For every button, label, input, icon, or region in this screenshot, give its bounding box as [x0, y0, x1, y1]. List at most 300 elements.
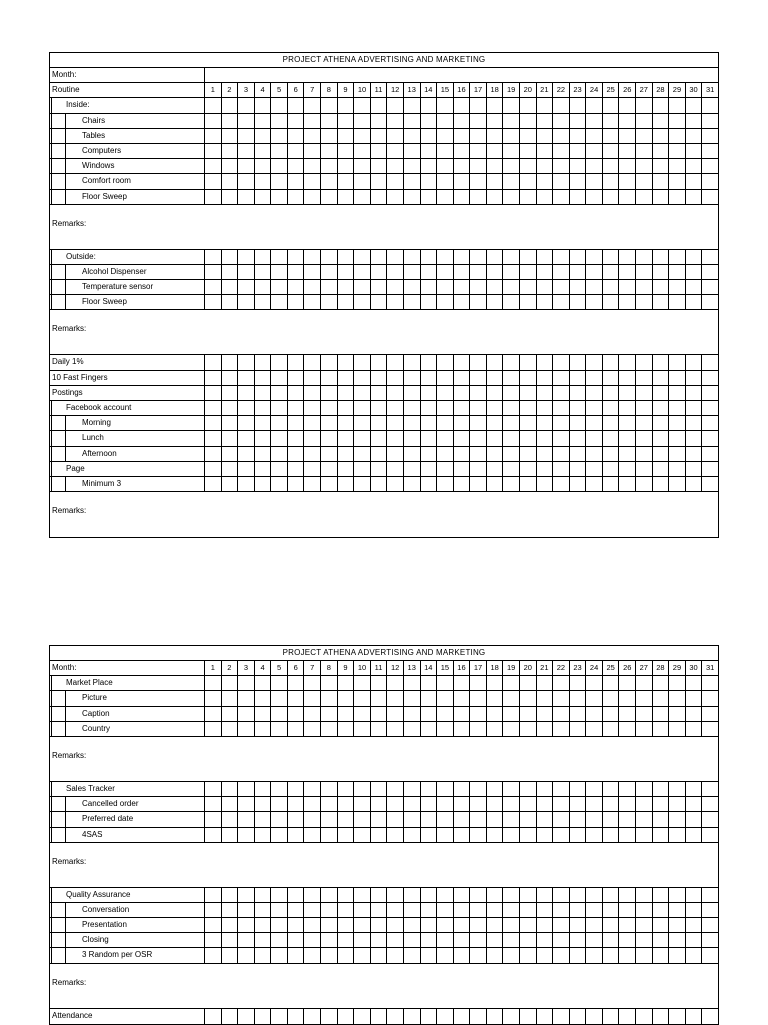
day-check-cell[interactable] — [205, 431, 222, 445]
day-check-cell[interactable] — [421, 948, 438, 962]
day-check-cell[interactable] — [686, 676, 703, 690]
day-check-cell[interactable] — [586, 477, 603, 491]
day-check-cell[interactable] — [271, 159, 288, 173]
day-check-cell[interactable] — [686, 888, 703, 902]
day-check-cell[interactable] — [271, 707, 288, 721]
day-check-cell[interactable] — [404, 98, 421, 112]
day-check-cell[interactable] — [702, 676, 718, 690]
day-check-cell[interactable] — [636, 691, 653, 705]
day-check-cell[interactable] — [387, 295, 404, 309]
day-check-cell[interactable] — [404, 462, 421, 476]
day-check-cell[interactable] — [238, 265, 255, 279]
day-check-cell[interactable] — [387, 250, 404, 264]
day-check-cell[interactable] — [338, 812, 355, 826]
day-check-cell[interactable] — [404, 295, 421, 309]
day-check-cell[interactable] — [321, 691, 338, 705]
day-check-cell[interactable] — [354, 933, 371, 947]
day-check-cell[interactable] — [553, 386, 570, 400]
day-check-cell[interactable] — [686, 114, 703, 128]
day-check-cell[interactable] — [387, 1009, 404, 1024]
day-check-cell[interactable] — [570, 114, 587, 128]
day-check-cell[interactable] — [321, 114, 338, 128]
day-check-cell[interactable] — [520, 371, 537, 385]
day-check-cell[interactable] — [653, 1009, 670, 1024]
day-check-cell[interactable] — [520, 144, 537, 158]
day-check-cell[interactable] — [255, 691, 272, 705]
day-check-cell[interactable] — [222, 918, 239, 932]
day-check-cell[interactable] — [387, 722, 404, 736]
day-check-cell[interactable] — [669, 477, 686, 491]
day-check-cell[interactable] — [586, 371, 603, 385]
day-check-cell[interactable] — [454, 903, 471, 917]
day-check-cell[interactable] — [304, 371, 321, 385]
day-check-cell[interactable] — [686, 948, 703, 962]
day-check-cell[interactable] — [205, 903, 222, 917]
day-check-cell[interactable] — [603, 888, 620, 902]
day-check-cell[interactable] — [570, 190, 587, 204]
day-check-cell[interactable] — [271, 676, 288, 690]
day-check-cell[interactable] — [487, 98, 504, 112]
day-check-cell[interactable] — [387, 812, 404, 826]
day-check-cell[interactable] — [271, 190, 288, 204]
day-check-cell[interactable] — [520, 918, 537, 932]
day-check-cell[interactable] — [222, 431, 239, 445]
day-check-cell[interactable] — [437, 295, 454, 309]
day-check-cell[interactable] — [487, 782, 504, 796]
day-check-cell[interactable] — [520, 98, 537, 112]
day-check-cell[interactable] — [371, 386, 388, 400]
day-check-cell[interactable] — [421, 174, 438, 188]
day-check-cell[interactable] — [354, 295, 371, 309]
remarks-area[interactable] — [50, 737, 718, 781]
day-check-cell[interactable] — [371, 144, 388, 158]
day-check-cell[interactable] — [520, 1009, 537, 1024]
day-check-cell[interactable] — [603, 707, 620, 721]
day-check-cell[interactable] — [669, 416, 686, 430]
day-check-cell[interactable] — [354, 707, 371, 721]
day-check-cell[interactable] — [437, 250, 454, 264]
day-check-cell[interactable] — [454, 722, 471, 736]
day-check-cell[interactable] — [586, 386, 603, 400]
day-check-cell[interactable] — [603, 114, 620, 128]
day-check-cell[interactable] — [371, 722, 388, 736]
day-check-cell[interactable] — [553, 948, 570, 962]
day-check-cell[interactable] — [636, 431, 653, 445]
day-check-cell[interactable] — [354, 250, 371, 264]
day-check-cell[interactable] — [255, 280, 272, 294]
day-check-cell[interactable] — [371, 676, 388, 690]
day-check-cell[interactable] — [288, 707, 305, 721]
day-check-cell[interactable] — [603, 371, 620, 385]
day-check-cell[interactable] — [520, 782, 537, 796]
day-check-cell[interactable] — [603, 1009, 620, 1024]
day-check-cell[interactable] — [520, 888, 537, 902]
day-check-cell[interactable] — [603, 933, 620, 947]
day-check-cell[interactable] — [222, 114, 239, 128]
day-check-cell[interactable] — [603, 722, 620, 736]
day-check-cell[interactable] — [238, 401, 255, 415]
day-check-cell[interactable] — [503, 722, 520, 736]
day-check-cell[interactable] — [404, 431, 421, 445]
day-check-cell[interactable] — [238, 295, 255, 309]
day-check-cell[interactable] — [537, 401, 554, 415]
day-check-cell[interactable] — [404, 888, 421, 902]
day-check-cell[interactable] — [404, 903, 421, 917]
day-check-cell[interactable] — [487, 676, 504, 690]
day-check-cell[interactable] — [686, 129, 703, 143]
day-check-cell[interactable] — [470, 707, 487, 721]
day-check-cell[interactable] — [686, 691, 703, 705]
day-check-cell[interactable] — [354, 812, 371, 826]
day-check-cell[interactable] — [669, 1009, 686, 1024]
day-check-cell[interactable] — [619, 707, 636, 721]
day-check-cell[interactable] — [304, 265, 321, 279]
day-check-cell[interactable] — [636, 828, 653, 842]
day-check-cell[interactable] — [653, 401, 670, 415]
day-check-cell[interactable] — [669, 144, 686, 158]
day-check-cell[interactable] — [636, 386, 653, 400]
day-check-cell[interactable] — [404, 722, 421, 736]
day-check-cell[interactable] — [503, 280, 520, 294]
day-check-cell[interactable] — [653, 888, 670, 902]
day-check-cell[interactable] — [702, 722, 718, 736]
day-check-cell[interactable] — [387, 401, 404, 415]
day-check-cell[interactable] — [371, 707, 388, 721]
day-check-cell[interactable] — [454, 174, 471, 188]
day-check-cell[interactable] — [570, 828, 587, 842]
day-check-cell[interactable] — [487, 918, 504, 932]
day-check-cell[interactable] — [619, 948, 636, 962]
day-check-cell[interactable] — [288, 98, 305, 112]
day-check-cell[interactable] — [354, 797, 371, 811]
day-check-cell[interactable] — [304, 462, 321, 476]
day-check-cell[interactable] — [669, 265, 686, 279]
day-check-cell[interactable] — [437, 676, 454, 690]
day-check-cell[interactable] — [653, 948, 670, 962]
day-check-cell[interactable] — [371, 691, 388, 705]
day-check-cell[interactable] — [222, 812, 239, 826]
day-check-cell[interactable] — [271, 401, 288, 415]
day-check-cell[interactable] — [371, 416, 388, 430]
day-check-cell[interactable] — [437, 477, 454, 491]
day-check-cell[interactable] — [520, 707, 537, 721]
day-check-cell[interactable] — [437, 371, 454, 385]
day-check-cell[interactable] — [271, 691, 288, 705]
day-check-cell[interactable] — [537, 691, 554, 705]
day-check-cell[interactable] — [304, 722, 321, 736]
day-check-cell[interactable] — [702, 416, 718, 430]
day-check-cell[interactable] — [520, 828, 537, 842]
day-check-cell[interactable] — [338, 355, 355, 369]
day-check-cell[interactable] — [371, 355, 388, 369]
day-check-cell[interactable] — [603, 903, 620, 917]
day-check-cell[interactable] — [503, 477, 520, 491]
remarks-row[interactable] — [50, 205, 718, 250]
day-check-cell[interactable] — [636, 462, 653, 476]
day-check-cell[interactable] — [271, 903, 288, 917]
day-check-cell[interactable] — [238, 129, 255, 143]
day-check-cell[interactable] — [487, 722, 504, 736]
day-check-cell[interactable] — [304, 948, 321, 962]
day-check-cell[interactable] — [338, 98, 355, 112]
day-check-cell[interactable] — [487, 812, 504, 826]
day-check-cell[interactable] — [454, 416, 471, 430]
day-check-cell[interactable] — [570, 98, 587, 112]
day-check-cell[interactable] — [487, 888, 504, 902]
day-check-cell[interactable] — [619, 280, 636, 294]
day-check-cell[interactable] — [321, 431, 338, 445]
day-check-cell[interactable] — [371, 812, 388, 826]
day-check-cell[interactable] — [304, 431, 321, 445]
day-check-cell[interactable] — [421, 722, 438, 736]
day-check-cell[interactable] — [686, 250, 703, 264]
day-check-cell[interactable] — [321, 280, 338, 294]
day-check-cell[interactable] — [304, 295, 321, 309]
day-check-cell[interactable] — [553, 707, 570, 721]
day-check-cell[interactable] — [603, 295, 620, 309]
day-check-cell[interactable] — [570, 295, 587, 309]
day-check-cell[interactable] — [454, 707, 471, 721]
day-check-cell[interactable] — [686, 918, 703, 932]
day-check-cell[interactable] — [537, 386, 554, 400]
day-check-cell[interactable] — [222, 371, 239, 385]
day-check-cell[interactable] — [487, 903, 504, 917]
day-check-cell[interactable] — [271, 386, 288, 400]
day-check-cell[interactable] — [636, 280, 653, 294]
day-check-cell[interactable] — [702, 782, 718, 796]
day-check-cell[interactable] — [570, 948, 587, 962]
day-check-cell[interactable] — [255, 190, 272, 204]
day-check-cell[interactable] — [603, 447, 620, 461]
day-check-cell[interactable] — [354, 918, 371, 932]
day-check-cell[interactable] — [669, 129, 686, 143]
day-check-cell[interactable] — [354, 265, 371, 279]
day-check-cell[interactable] — [404, 129, 421, 143]
day-check-cell[interactable] — [338, 797, 355, 811]
day-check-cell[interactable] — [354, 190, 371, 204]
day-check-cell[interactable] — [338, 676, 355, 690]
day-check-cell[interactable] — [619, 416, 636, 430]
day-check-cell[interactable] — [537, 722, 554, 736]
day-check-cell[interactable] — [669, 114, 686, 128]
day-check-cell[interactable] — [321, 828, 338, 842]
day-check-cell[interactable] — [503, 431, 520, 445]
day-check-cell[interactable] — [570, 371, 587, 385]
day-check-cell[interactable] — [238, 462, 255, 476]
day-check-cell[interactable] — [454, 828, 471, 842]
day-check-cell[interactable] — [520, 416, 537, 430]
day-check-cell[interactable] — [454, 431, 471, 445]
day-check-cell[interactable] — [586, 812, 603, 826]
day-check-cell[interactable] — [669, 295, 686, 309]
day-check-cell[interactable] — [321, 174, 338, 188]
day-check-cell[interactable] — [470, 797, 487, 811]
day-check-cell[interactable] — [271, 933, 288, 947]
day-check-cell[interactable] — [537, 431, 554, 445]
day-check-cell[interactable] — [686, 386, 703, 400]
day-check-cell[interactable] — [470, 386, 487, 400]
day-check-cell[interactable] — [421, 782, 438, 796]
day-check-cell[interactable] — [354, 280, 371, 294]
day-check-cell[interactable] — [470, 812, 487, 826]
day-check-cell[interactable] — [603, 812, 620, 826]
day-check-cell[interactable] — [304, 797, 321, 811]
day-check-cell[interactable] — [669, 431, 686, 445]
day-check-cell[interactable] — [454, 888, 471, 902]
day-check-cell[interactable] — [387, 159, 404, 173]
day-check-cell[interactable] — [255, 948, 272, 962]
day-check-cell[interactable] — [487, 144, 504, 158]
day-check-cell[interactable] — [653, 250, 670, 264]
day-check-cell[interactable] — [304, 676, 321, 690]
day-check-cell[interactable] — [238, 114, 255, 128]
day-check-cell[interactable] — [553, 401, 570, 415]
day-check-cell[interactable] — [669, 401, 686, 415]
day-check-cell[interactable] — [271, 144, 288, 158]
day-check-cell[interactable] — [520, 933, 537, 947]
day-check-cell[interactable] — [371, 159, 388, 173]
day-check-cell[interactable] — [255, 371, 272, 385]
day-check-cell[interactable] — [619, 98, 636, 112]
day-check-cell[interactable] — [387, 129, 404, 143]
day-check-cell[interactable] — [387, 265, 404, 279]
day-check-cell[interactable] — [619, 676, 636, 690]
day-check-cell[interactable] — [354, 676, 371, 690]
day-check-cell[interactable] — [387, 888, 404, 902]
day-check-cell[interactable] — [238, 812, 255, 826]
day-check-cell[interactable] — [653, 174, 670, 188]
day-check-cell[interactable] — [354, 722, 371, 736]
day-check-cell[interactable] — [686, 431, 703, 445]
day-check-cell[interactable] — [570, 691, 587, 705]
day-check-cell[interactable] — [570, 447, 587, 461]
day-check-cell[interactable] — [238, 371, 255, 385]
day-check-cell[interactable] — [371, 797, 388, 811]
day-check-cell[interactable] — [354, 355, 371, 369]
day-check-cell[interactable] — [702, 265, 718, 279]
day-check-cell[interactable] — [222, 797, 239, 811]
day-check-cell[interactable] — [454, 159, 471, 173]
day-check-cell[interactable] — [537, 144, 554, 158]
day-check-cell[interactable] — [470, 144, 487, 158]
day-check-cell[interactable] — [454, 250, 471, 264]
day-check-cell[interactable] — [603, 250, 620, 264]
day-check-cell[interactable] — [238, 386, 255, 400]
day-check-cell[interactable] — [238, 903, 255, 917]
day-check-cell[interactable] — [338, 401, 355, 415]
day-check-cell[interactable] — [421, 386, 438, 400]
day-check-cell[interactable] — [553, 676, 570, 690]
day-check-cell[interactable] — [404, 933, 421, 947]
day-check-cell[interactable] — [520, 114, 537, 128]
day-check-cell[interactable] — [338, 174, 355, 188]
day-check-cell[interactable] — [205, 691, 222, 705]
day-check-cell[interactable] — [437, 98, 454, 112]
day-check-cell[interactable] — [255, 888, 272, 902]
day-check-cell[interactable] — [520, 903, 537, 917]
day-check-cell[interactable] — [470, 250, 487, 264]
day-check-cell[interactable] — [354, 447, 371, 461]
day-check-cell[interactable] — [702, 431, 718, 445]
day-check-cell[interactable] — [205, 707, 222, 721]
day-check-cell[interactable] — [288, 371, 305, 385]
day-check-cell[interactable] — [437, 903, 454, 917]
day-check-cell[interactable] — [553, 903, 570, 917]
day-check-cell[interactable] — [288, 1009, 305, 1024]
day-check-cell[interactable] — [653, 918, 670, 932]
day-check-cell[interactable] — [338, 691, 355, 705]
day-check-cell[interactable] — [520, 812, 537, 826]
day-check-cell[interactable] — [586, 355, 603, 369]
day-check-cell[interactable] — [321, 98, 338, 112]
day-check-cell[interactable] — [653, 280, 670, 294]
day-check-cell[interactable] — [454, 447, 471, 461]
day-check-cell[interactable] — [570, 462, 587, 476]
day-check-cell[interactable] — [205, 416, 222, 430]
day-check-cell[interactable] — [454, 98, 471, 112]
day-check-cell[interactable] — [487, 174, 504, 188]
day-check-cell[interactable] — [454, 477, 471, 491]
day-check-cell[interactable] — [238, 416, 255, 430]
day-check-cell[interactable] — [586, 447, 603, 461]
day-check-cell[interactable] — [271, 477, 288, 491]
day-check-cell[interactable] — [570, 1009, 587, 1024]
day-check-cell[interactable] — [470, 477, 487, 491]
day-check-cell[interactable] — [537, 676, 554, 690]
day-check-cell[interactable] — [454, 676, 471, 690]
day-check-cell[interactable] — [487, 477, 504, 491]
day-check-cell[interactable] — [205, 371, 222, 385]
day-check-cell[interactable] — [354, 462, 371, 476]
day-check-cell[interactable] — [222, 707, 239, 721]
day-check-cell[interactable] — [338, 477, 355, 491]
day-check-cell[interactable] — [354, 159, 371, 173]
day-check-cell[interactable] — [205, 828, 222, 842]
day-check-cell[interactable] — [636, 447, 653, 461]
day-check-cell[interactable] — [421, 903, 438, 917]
day-check-cell[interactable] — [470, 371, 487, 385]
day-check-cell[interactable] — [653, 355, 670, 369]
day-check-cell[interactable] — [503, 462, 520, 476]
day-check-cell[interactable] — [338, 462, 355, 476]
day-check-cell[interactable] — [404, 190, 421, 204]
day-check-cell[interactable] — [702, 888, 718, 902]
day-check-cell[interactable] — [304, 707, 321, 721]
day-check-cell[interactable] — [553, 447, 570, 461]
day-check-cell[interactable] — [603, 190, 620, 204]
day-check-cell[interactable] — [669, 888, 686, 902]
day-check-cell[interactable] — [321, 933, 338, 947]
day-check-cell[interactable] — [454, 295, 471, 309]
day-check-cell[interactable] — [586, 416, 603, 430]
day-check-cell[interactable] — [586, 782, 603, 796]
day-check-cell[interactable] — [437, 190, 454, 204]
day-check-cell[interactable] — [454, 265, 471, 279]
day-check-cell[interactable] — [653, 903, 670, 917]
day-check-cell[interactable] — [653, 707, 670, 721]
day-check-cell[interactable] — [437, 933, 454, 947]
day-check-cell[interactable] — [686, 174, 703, 188]
day-check-cell[interactable] — [702, 691, 718, 705]
day-check-cell[interactable] — [288, 477, 305, 491]
day-check-cell[interactable] — [354, 174, 371, 188]
day-check-cell[interactable] — [288, 462, 305, 476]
day-check-cell[interactable] — [205, 265, 222, 279]
day-check-cell[interactable] — [702, 190, 718, 204]
day-check-cell[interactable] — [304, 812, 321, 826]
day-check-cell[interactable] — [570, 386, 587, 400]
day-check-cell[interactable] — [205, 948, 222, 962]
